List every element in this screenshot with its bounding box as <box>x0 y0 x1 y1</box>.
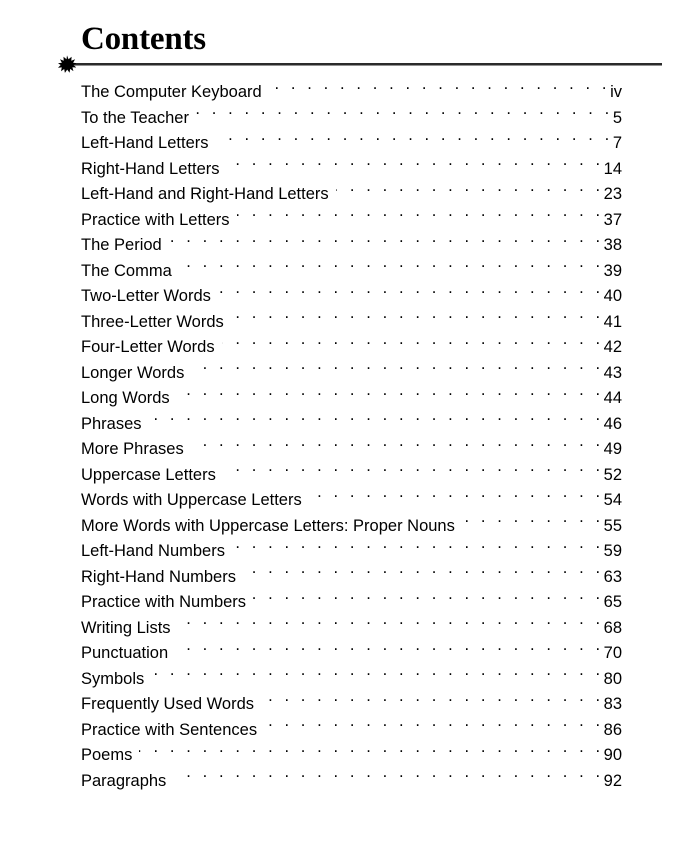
toc-entry-title: To the Teacher <box>81 108 189 127</box>
leader-dots <box>237 208 604 225</box>
toc-entry-page: 44 <box>603 389 622 407</box>
toc-entry[interactable] <box>81 361 622 387</box>
toc-entry[interactable] <box>81 182 622 208</box>
toc-entry[interactable] <box>81 310 622 336</box>
leader-dots <box>222 336 604 353</box>
toc-entry-title: Writing Lists <box>81 618 171 637</box>
toc-entry[interactable] <box>81 463 622 489</box>
toc-entry-title: Left-Hand Letters <box>81 134 209 152</box>
leader-dots <box>191 438 604 455</box>
leader-dots <box>177 387 604 404</box>
toc-entry-page: 41 <box>603 312 622 331</box>
toc-entry-page: 49 <box>603 440 622 458</box>
toc-entry-page: 52 <box>603 465 622 484</box>
leader-dots <box>336 183 604 200</box>
toc-entry[interactable] <box>81 131 622 157</box>
toc-entry[interactable] <box>81 386 622 412</box>
toc-entry-title: Paragraphs <box>81 771 167 790</box>
leader-dots <box>173 769 603 786</box>
leader-dots <box>264 718 604 735</box>
leader-dots <box>216 132 613 149</box>
toc-entry-title: Three-Letter Words <box>81 312 224 331</box>
toc-entry[interactable] <box>81 259 622 285</box>
leader-dots <box>139 744 603 761</box>
toc-entry[interactable] <box>81 590 622 616</box>
toc-entry-title: Two-Letter Words <box>81 287 211 305</box>
toc-entry-page: 39 <box>603 261 622 280</box>
toc-entry-page: 65 <box>603 593 622 611</box>
leader-dots <box>175 642 603 659</box>
toc-entry-title: Long Words <box>81 389 170 407</box>
toc-entry[interactable] <box>81 284 622 310</box>
toc-entry-page: 68 <box>603 618 622 637</box>
toc-entry-page: iv <box>610 83 622 101</box>
leader-dots <box>253 591 604 608</box>
toc-entry-title: Phrases <box>81 414 142 433</box>
toc-entry-title: Practice with Letters <box>81 210 230 229</box>
toc-entry-title: Symbols <box>81 669 145 688</box>
toc-entry-title: Four-Letter Words <box>81 338 215 356</box>
toc-entry-title: Longer Words <box>81 363 185 382</box>
leader-dots <box>179 259 604 276</box>
leader-dots <box>149 412 604 429</box>
toc-entry-page: 70 <box>603 644 622 662</box>
toc-entry-page: 86 <box>603 720 622 739</box>
toc-entry-page: 14 <box>603 159 622 178</box>
toc-entry-page: 59 <box>603 542 622 560</box>
toc-entry[interactable] <box>81 616 622 642</box>
toc-entry[interactable] <box>81 106 622 132</box>
toc-entry-page: 55 <box>603 516 622 535</box>
heading-divider <box>58 55 662 73</box>
leader-dots <box>151 667 603 684</box>
leader-dots <box>261 693 604 710</box>
toc-entry-title: More Words with Uppercase Letters: Proper Nouns <box>81 516 455 535</box>
toc-entry[interactable] <box>81 80 622 106</box>
toc-entry-page: 42 <box>603 338 622 356</box>
toc-entry[interactable] <box>81 692 622 718</box>
toc-entry-title: Right-Hand Numbers <box>81 567 236 586</box>
toc-entry-page: 63 <box>603 567 622 586</box>
toc-entry-title: Frequently Used Words <box>81 695 255 713</box>
toc-entry[interactable] <box>81 488 622 514</box>
toc-entry-page: 23 <box>603 185 622 203</box>
leader-dots <box>243 565 604 582</box>
leader-dots <box>169 234 604 251</box>
toc-entry[interactable] <box>81 565 622 591</box>
toc-entry-title: Punctuation <box>81 644 169 662</box>
toc-entry-title: The Computer Keyboard <box>81 83 262 101</box>
toc-entry-title: Uppercase Letters <box>81 465 216 484</box>
toc-entry[interactable] <box>81 769 622 795</box>
leader-dots <box>178 616 604 633</box>
leader-dots <box>223 463 604 480</box>
leader-dots <box>462 514 604 531</box>
toc-entry-page: 54 <box>603 491 622 509</box>
leader-dots <box>232 540 604 557</box>
toc-entry-page: 38 <box>603 236 622 254</box>
page-title: Contents <box>81 21 206 57</box>
toc-entry-title: Poems <box>81 746 133 764</box>
toc-entry[interactable] <box>81 233 622 259</box>
leader-dots <box>196 106 613 123</box>
leader-dots <box>269 81 610 98</box>
toc-entry-page: 46 <box>603 414 622 433</box>
toc-entry-page: 83 <box>603 695 622 713</box>
toc-entry-page: 7 <box>612 134 622 152</box>
toc-entry-title: More Phrases <box>81 440 184 458</box>
toc-entry-page: 80 <box>603 669 622 688</box>
toc-entry-page: 5 <box>612 108 622 127</box>
toc-entry-title: Practice with Numbers <box>81 593 247 611</box>
toc-entry[interactable] <box>81 412 622 438</box>
toc-entry-page: 37 <box>603 210 622 229</box>
toc-entry-title: Left-Hand and Right-Hand Letters <box>81 185 329 203</box>
toc-entry[interactable] <box>81 667 622 693</box>
toc-entry-list <box>81 80 622 794</box>
leader-dots <box>227 157 604 174</box>
toc-entry-title: Left-Hand Numbers <box>81 542 225 560</box>
toc-entry-page: 43 <box>603 363 622 382</box>
leader-dots <box>309 489 604 506</box>
toc-entry[interactable] <box>81 539 622 565</box>
toc-entry[interactable] <box>81 157 622 183</box>
toc-entry[interactable] <box>81 514 622 540</box>
divider-line <box>66 63 662 66</box>
toc-entry[interactable] <box>81 437 622 463</box>
toc-entry-title: The Period <box>81 236 162 254</box>
toc-entry-title: Words with Uppercase Letters <box>81 491 302 509</box>
starburst-icon <box>58 55 76 73</box>
leader-dots <box>218 285 604 302</box>
toc-entry[interactable] <box>81 718 622 744</box>
leader-dots <box>191 361 603 378</box>
toc-entry[interactable] <box>81 641 622 667</box>
toc-entry[interactable] <box>81 335 622 361</box>
toc-entry-page: 40 <box>603 287 622 305</box>
toc-entry[interactable] <box>81 208 622 234</box>
toc-entry-title: Practice with Sentences <box>81 720 258 739</box>
toc-entry[interactable] <box>81 743 622 769</box>
toc-entry-page: 92 <box>603 771 622 790</box>
leader-dots <box>231 310 604 327</box>
toc-entry-title: Right-Hand Letters <box>81 159 220 178</box>
toc-entry-title: The Comma <box>81 261 172 280</box>
toc-entry-page: 90 <box>603 746 622 764</box>
